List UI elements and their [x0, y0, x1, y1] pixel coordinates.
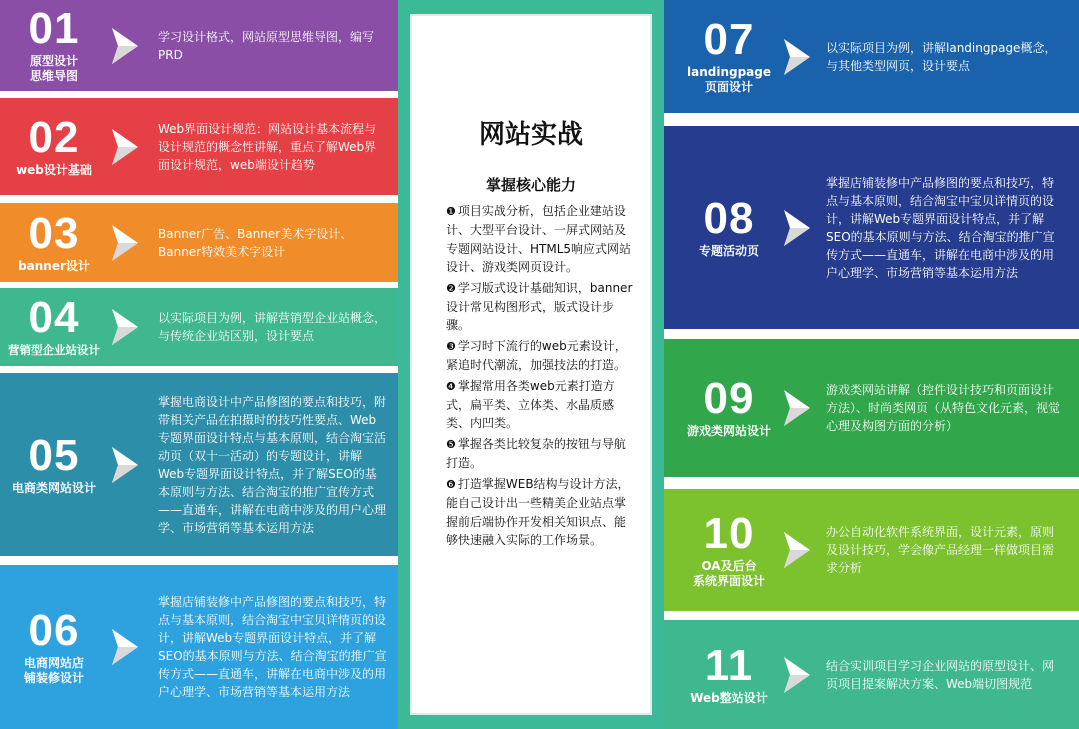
card-number: 05	[28, 430, 80, 480]
card-description: Banner广告、Banner美术字设计、Banner特效美术字设计	[158, 226, 353, 259]
list-marker: ❺	[446, 437, 456, 451]
center-column	[398, 0, 664, 729]
card-label: 营销型企业站设计	[8, 343, 100, 357]
card-description: 以实际项目为例，讲解营销型企业站概念，与传统企业站区别，设计要点	[158, 311, 387, 343]
card-description: 掌握店铺装修中产品修图的要点和技巧，特点与基本原则，结合淘宝中宝贝详情页的设计，讲解Web专题界面设计特点，并了解SEO的基本原则与方法、结合淘宝的推广宣传方式——直通车，讲解在电商中涉及的用户心理学、市场营销等基本运用方法	[158, 595, 387, 699]
card-description: 掌握店铺装修中产品修图的要点和技巧，特点与基本原则，结合淘宝中宝贝详情页的设计，讲解Web专题界面设计特点，并了解SEO的基本原则与方法、结合淘宝的推广宣传方式——直通车，讲解在电商中涉及的用户心理学、市场营销等基本运用方法	[826, 175, 1055, 280]
card-badge	[0, 203, 108, 282]
card-label: 游戏类网站设计	[686, 424, 771, 438]
card-description: 游戏类网站讲解（控件设计技巧和页面设计方法）、时尚类网页（从特色文化元素，视觉心理及构图方面的分析）	[826, 383, 1061, 433]
card-number: 08	[703, 193, 755, 243]
course-card-07	[664, 0, 1079, 113]
course-card-09	[664, 339, 1079, 477]
course-card-06	[0, 565, 398, 729]
list-marker: ❶	[446, 205, 456, 218]
card-badge	[0, 0, 108, 91]
card-label: Web整站设计	[690, 690, 768, 705]
chevron-right-icon	[110, 125, 140, 169]
card-badge	[0, 98, 108, 195]
card-description: 结合实训项目学习企业网站的原型设计、网页项目提案解决方案、Web端切图规范	[826, 658, 1055, 691]
chevron-right-icon	[110, 443, 140, 487]
card-label: 原型设计 思维导图	[29, 54, 78, 83]
list-item-text: 学习时下流行的web元素设计，紧追时代潮流，加强技法的打造。	[446, 338, 627, 373]
chevron-right-icon	[110, 625, 140, 669]
card-number: 02	[28, 112, 80, 162]
card-label: web设计基础	[16, 162, 92, 177]
card-description: Web界面设计规范：网站设计基本流程与设计规范的概念性讲解，重点了解Web界面设计规范，web端设计趋势	[158, 121, 377, 172]
card-number: 11	[704, 640, 754, 690]
chevron-right-icon	[110, 221, 140, 265]
card-number: 09	[703, 374, 755, 423]
list-item-text: 学习版式设计基础知识，banner设计常见构图形式，版式设计步骤。	[446, 280, 633, 333]
card-number: 06	[28, 605, 80, 655]
list-marker: ❹	[446, 379, 456, 393]
chevron-right-icon	[782, 35, 812, 79]
list-item	[446, 435, 636, 473]
list-item-text: 掌握常用各类web元素打造方式，扁平类、立体类、水晶质感类、内凹类。	[446, 378, 615, 431]
skills-list	[446, 202, 636, 551]
card-description: 以实际项目为例，讲解landingpage概念，与其他类型网页，设计要点	[826, 40, 1057, 73]
card-description: 办公自动化软件系统界面，设计元素，原则及设计技巧，学会像产品经理一样做项目需求分析	[826, 525, 1055, 575]
list-marker: ❷	[446, 281, 456, 295]
course-card-03	[0, 203, 398, 282]
list-item	[446, 202, 636, 277]
course-card-11	[664, 620, 1079, 729]
chevron-right-icon	[782, 206, 812, 250]
list-item	[446, 475, 636, 550]
chevron-right-icon	[782, 653, 812, 697]
list-marker: ❻	[446, 477, 456, 491]
card-badge	[0, 373, 108, 556]
course-card-05	[0, 373, 398, 556]
course-card-01	[0, 0, 398, 91]
chevron-right-icon	[782, 386, 812, 430]
card-number: 07	[703, 15, 755, 64]
chevron-right-icon	[110, 305, 140, 349]
card-number: 03	[28, 208, 80, 258]
list-item-text: 掌握各类比较复杂的按钮与导航打造。	[446, 436, 626, 471]
chevron-right-icon	[110, 24, 140, 68]
list-item	[446, 337, 636, 375]
card-description: 学习设计格式，网站原型思维导图，编写PRD	[158, 29, 375, 62]
list-item	[446, 279, 636, 335]
left-column	[0, 0, 398, 729]
course-card-08	[664, 126, 1079, 329]
card-badge	[0, 288, 108, 366]
card-number: 10	[703, 508, 755, 558]
card-description: 掌握电商设计中产品修图的要点和技巧，附带相关产品在拍摄时的技巧性要点、Web专题界面设计特点与基本原则，结合淘宝活动页（双十一活动）的专题设计，讲解Web专题界面设计特点，并了解SEO的基本原则与方法、结合淘宝的推广宣传方式——直通车，讲解在电商中涉及的用户心理学、市场营销等基本运用方法	[158, 394, 387, 535]
right-column	[664, 0, 1079, 729]
panel-title: 网站实战	[478, 120, 583, 150]
card-number: 04	[28, 293, 80, 342]
list-item-text: 打造掌握WEB结构与设计方法，能自己设计出一些精美企业站点掌握前后端协作开发相关知识点、能够快速融入实际的工作场景。	[446, 476, 630, 547]
core-skills-panel	[410, 14, 652, 715]
course-card-04	[0, 288, 398, 366]
card-label: banner设计	[18, 258, 90, 273]
panel-subtitle: 掌握核心能力	[485, 176, 576, 194]
card-label: OA及后台 系统界面设计	[692, 558, 765, 588]
card-label: 专题活动页	[698, 243, 759, 258]
course-card-02	[0, 98, 398, 195]
card-label: 电商类网站设计	[11, 480, 96, 495]
card-label: landingpage 页面设计	[686, 65, 771, 94]
list-item-text: 项目实战分析，包括企业建站设计、大型平台设计、一屏式网站及专题网站设计、HTML5响应式网站设计、游戏类网页设计。	[446, 204, 632, 275]
card-number: 01	[28, 4, 80, 53]
chevron-right-icon	[782, 528, 812, 572]
card-label: 电商网站店 铺装修设计	[23, 655, 84, 685]
list-item	[446, 377, 636, 433]
card-badge	[0, 565, 108, 729]
list-marker: ❸	[446, 339, 456, 353]
course-card-10	[664, 489, 1079, 611]
